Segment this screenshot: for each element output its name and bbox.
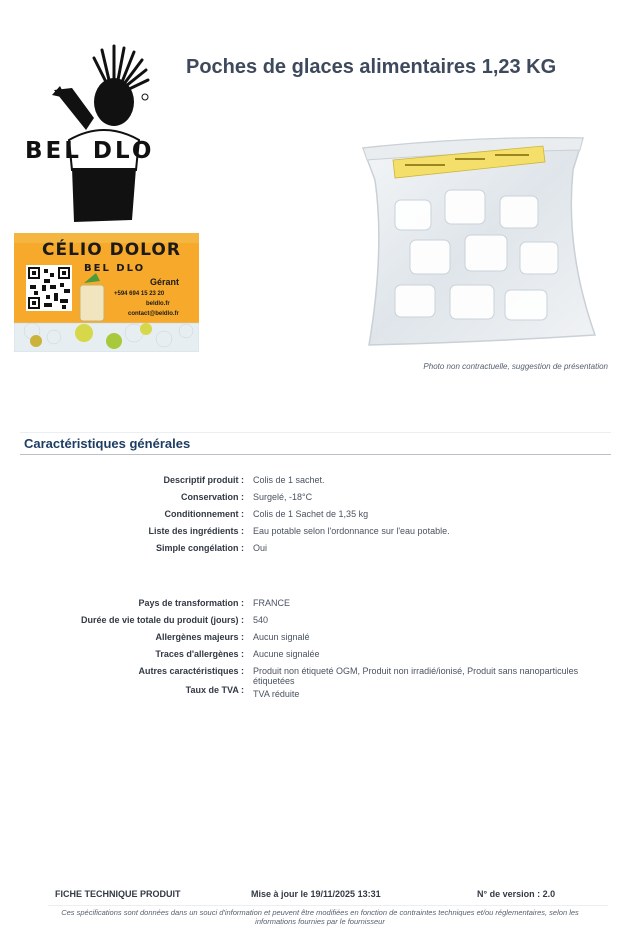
photo-caption: Photo non contractuelle, suggestion de présentation bbox=[423, 362, 608, 371]
spec-value: Oui bbox=[253, 543, 268, 553]
footer-updated: Mise à jour le 19/11/2025 13:31 bbox=[251, 889, 381, 899]
spec-value: Surgelé, -18°C bbox=[253, 492, 313, 502]
section-divider-top bbox=[20, 432, 611, 433]
spec-value: Colis de 1 sachet. bbox=[253, 475, 325, 485]
section-title: Caractéristiques générales bbox=[24, 436, 191, 451]
spec-label: Durée de vie totale du produit (jours) : bbox=[80, 615, 244, 625]
spec-label: Liste des ingrédients : bbox=[148, 526, 244, 536]
spec-value: Produit non étiqueté OGM, Produit non irradié/ionisé, Produit sans nanoparticules étiquetées bbox=[253, 666, 579, 686]
card-role: Gérant bbox=[150, 277, 180, 287]
spec-value: Eau potable selon l'ordonnance sur l'eau potable. bbox=[253, 526, 450, 536]
card-phone: +594 694 15 23 20 bbox=[114, 291, 165, 297]
spec-value: FRANCE bbox=[253, 598, 291, 608]
spec-label: Autres caractéristiques : bbox=[138, 666, 244, 676]
section-divider bbox=[20, 454, 611, 455]
spec-label: Traces d'allergènes : bbox=[155, 649, 244, 659]
card-brand: BEL DLO bbox=[84, 263, 146, 274]
spec-label: Conservation : bbox=[180, 492, 244, 502]
spec-value: 540 bbox=[253, 615, 269, 625]
footer-disclaimer: Ces spécifications sont données dans un souci d'information et peuvent être modifiées en fonction de contraintes techniques et/ou réglementaires, selon les informations fournies par le fournisseur bbox=[61, 908, 579, 926]
brand-silhouette-logo bbox=[14, 40, 164, 230]
spec-value: Aucune signalée bbox=[253, 649, 320, 659]
footer-version: N° de version : 2.0 bbox=[477, 889, 556, 899]
page-title: Poches de glaces alimentaires 1,23 KG bbox=[186, 56, 557, 78]
ice-bag-photo bbox=[355, 130, 600, 350]
card-website: beldlo.fr bbox=[146, 301, 170, 307]
card-person-name: CÉLIO DOLOR bbox=[42, 240, 181, 260]
spec-label: Allergènes majeurs : bbox=[155, 632, 244, 642]
spec-value: Aucun signalé bbox=[253, 632, 310, 642]
spec-label: Simple congélation : bbox=[155, 543, 244, 553]
qr-code-icon bbox=[26, 265, 72, 311]
spec-value: TVA réduite bbox=[253, 689, 300, 699]
spec-value: Colis de 1 Sachet de 1,35 kg bbox=[253, 509, 369, 519]
spec-label: Taux de TVA : bbox=[185, 685, 244, 695]
footer-doc-type: FICHE TECHNIQUE PRODUIT bbox=[55, 889, 181, 899]
logo-text: BEL DLO bbox=[25, 138, 155, 164]
card-email: contact@beldlo.fr bbox=[128, 311, 179, 317]
spec-label: Conditionnement : bbox=[164, 509, 244, 519]
spec-label: Descriptif produit : bbox=[163, 475, 244, 485]
spec-label: Pays de transformation : bbox=[138, 598, 244, 608]
footer-divider bbox=[48, 905, 608, 906]
